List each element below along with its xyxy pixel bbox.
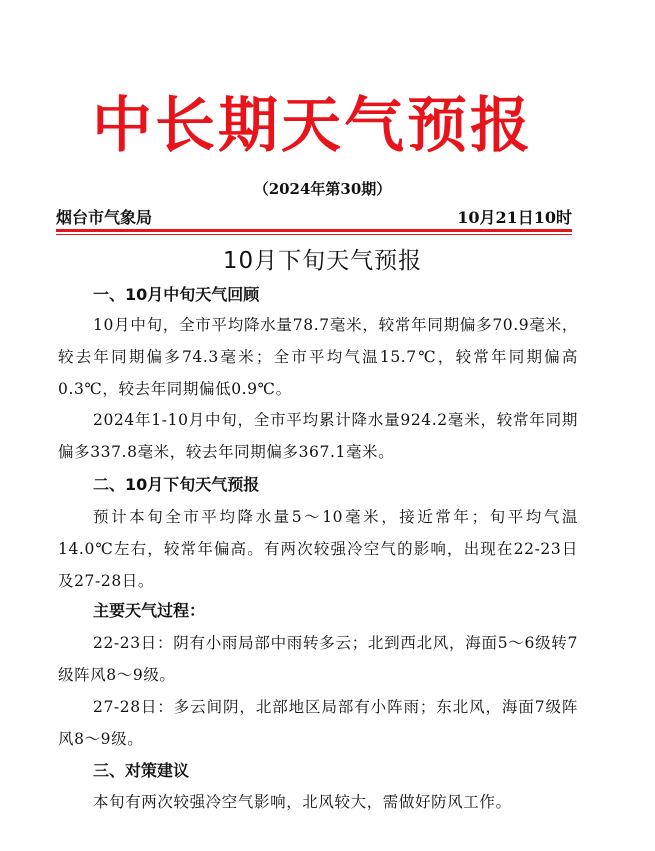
section-heading-main-processes: 主要天气过程： xyxy=(93,601,206,620)
document-title: 10月下旬天气预报 xyxy=(222,248,423,274)
issuer-row xyxy=(56,206,572,230)
masthead-title: 中长期天气预报 xyxy=(92,91,533,161)
section-heading-forecast: 二、10月下旬天气预报 xyxy=(93,475,260,494)
paragraph-cumulative-precipitation: 2024年1-10月中旬，全市平均累计降水量924.2毫米，较常年同期偏多337.8毫米，较去年同期偏多367.1毫米。 xyxy=(58,411,578,461)
issue-number: （2024年第30期） xyxy=(253,180,392,198)
paragraph-recommendation: 本旬有两次较强冷空气影响，北风较大，需做好防风工作。 xyxy=(93,793,512,811)
paragraph-process-22-23: 22-23日：阴有小雨局部中雨转多云；北到西北风，海面5～6级转7级阵风8～9级。 xyxy=(58,634,578,684)
paragraph-process-27-28: 27-28日：多云间阴，北部地区局部有小阵雨；东北风，海面7级阵风8～9级。 xyxy=(58,698,578,748)
paragraph-mid-october-summary: 10月中旬，全市平均降水量78.7毫米，较常年同期偏多70.9毫米，较去年同期偏多74.3毫米；全市平均气温15.7℃，较常年同期偏高0.3℃，较去年同期偏低0.9℃。 xyxy=(58,316,578,398)
section-heading-recommendations: 三、对策建议 xyxy=(93,761,190,780)
header-divider-thin xyxy=(56,234,572,235)
header-divider-thick xyxy=(56,229,572,232)
issuer-name: 烟台市气象局 xyxy=(56,208,153,227)
paragraph-forecast-summary: 预计本旬全市平均降水量5～10毫米，接近常年；旬平均气温14.0℃左右，较常年偏高。有两次较强冷空气的影响，出现在22-23日及27-28日。 xyxy=(58,508,578,590)
section-heading-review: 一、10月中旬天气回顾 xyxy=(93,285,260,304)
issue-datetime: 10月21日10时 xyxy=(457,208,572,227)
